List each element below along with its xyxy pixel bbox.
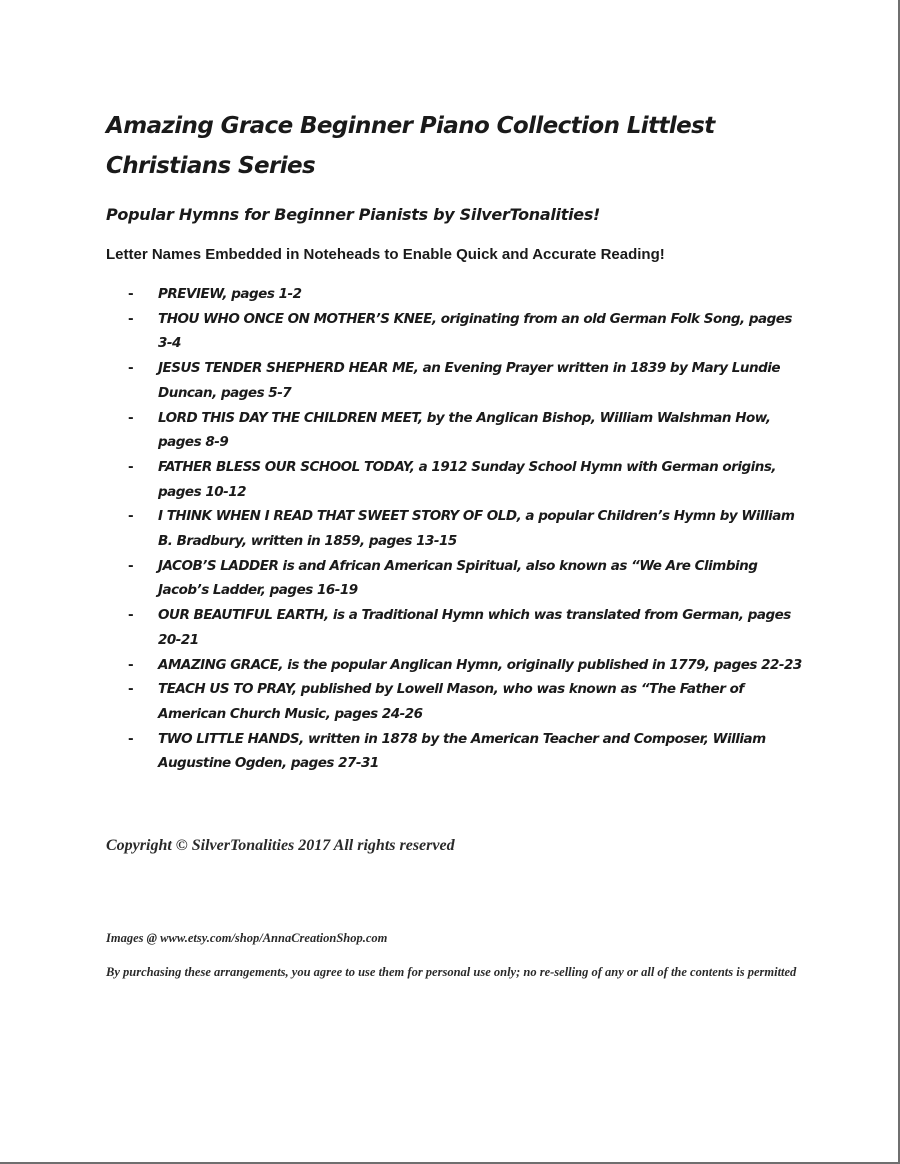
- list-bullet: -: [128, 681, 134, 698]
- contents-item: [128, 653, 808, 678]
- document-title: Amazing Grace Beginner Piano Collection Littlest Christians Series: [106, 113, 715, 179]
- list-bullet: -: [128, 557, 134, 574]
- list-bullet: -: [128, 656, 134, 673]
- contents-item: [128, 455, 808, 504]
- list-bullet: -: [128, 508, 134, 525]
- images-credit: Images @ www.etsy.com/shop/AnnaCreationShop.com: [106, 931, 388, 945]
- document-subtitle: Popular Hymns for Beginner Pianists by SilverTonalities!: [106, 205, 601, 224]
- contents-item-text: PREVIEW, pages 1-2: [158, 286, 302, 302]
- list-bullet: -: [128, 409, 134, 426]
- contents-item: [128, 307, 808, 356]
- copyright-notice: Copyright © SilverTonalities 2017 All rights reserved: [106, 837, 455, 854]
- contents-item: [128, 677, 808, 726]
- contents-item-text: LORD THIS DAY THE CHILDREN MEET, by the Anglican Bishop, William Walshman How, pages 8-9: [158, 409, 771, 451]
- contents-item-text: FATHER BLESS OUR SCHOOL TODAY, a 1912 Sunday School Hymn with German origins, pages 10-12: [158, 458, 777, 500]
- list-bullet: -: [128, 607, 134, 624]
- document-tagline: Letter Names Embedded in Noteheads to Enable Quick and Accurate Reading!: [106, 246, 665, 263]
- contents-item-text: AMAZING GRACE, is the popular Anglican Hymn, originally published in 1779, pages 22-23: [158, 656, 802, 673]
- contents-item: [128, 504, 808, 553]
- contents-item-text: TWO LITTLE HANDS, written in 1878 by the American Teacher and Composer, William Augustine Ogden, pages 27-31: [158, 730, 766, 772]
- usage-disclaimer: By purchasing these arrangements, you agree to use them for personal use only; no re-selling of any or all of the contents is permitted: [106, 965, 797, 979]
- contents-item-text: THOU WHO ONCE ON MOTHER’S KNEE, originating from an old German Folk Song, pages 3-4: [158, 310, 792, 352]
- contents-item-text: I THINK WHEN I READ THAT SWEET STORY OF OLD, a popular Children’s Hymn by William B. Bradbury, written in 1859, pages 13-15: [158, 508, 795, 550]
- contents-item: [128, 406, 808, 455]
- contents-item: [128, 727, 808, 776]
- list-bullet: -: [128, 730, 134, 747]
- contents-item: [128, 603, 808, 652]
- contents-item: [128, 554, 808, 603]
- list-bullet: -: [128, 360, 134, 377]
- list-bullet: -: [128, 286, 134, 302]
- contents-item-text: JESUS TENDER SHEPHERD HEAR ME, an Evening Prayer written in 1839 by Mary Lundie Duncan, pages 5-7: [158, 360, 781, 401]
- list-bullet: -: [128, 458, 134, 475]
- contents-list: [128, 282, 808, 776]
- contents-item: [128, 356, 808, 405]
- contents-item-text: TEACH US TO PRAY, published by Lowell Mason, who was known as “The Father of American Church Music, pages 24-26: [158, 681, 744, 722]
- contents-item: [128, 282, 808, 307]
- list-bullet: -: [128, 310, 134, 327]
- contents-item-text: JACOB’S LADDER is and African American Spiritual, also known as “We Are Climbing Jacob’s Ladder, pages 16-19: [158, 557, 758, 599]
- contents-item-text: OUR BEAUTIFUL EARTH, is a Traditional Hymn which was translated from German, pages 20-21: [158, 607, 791, 648]
